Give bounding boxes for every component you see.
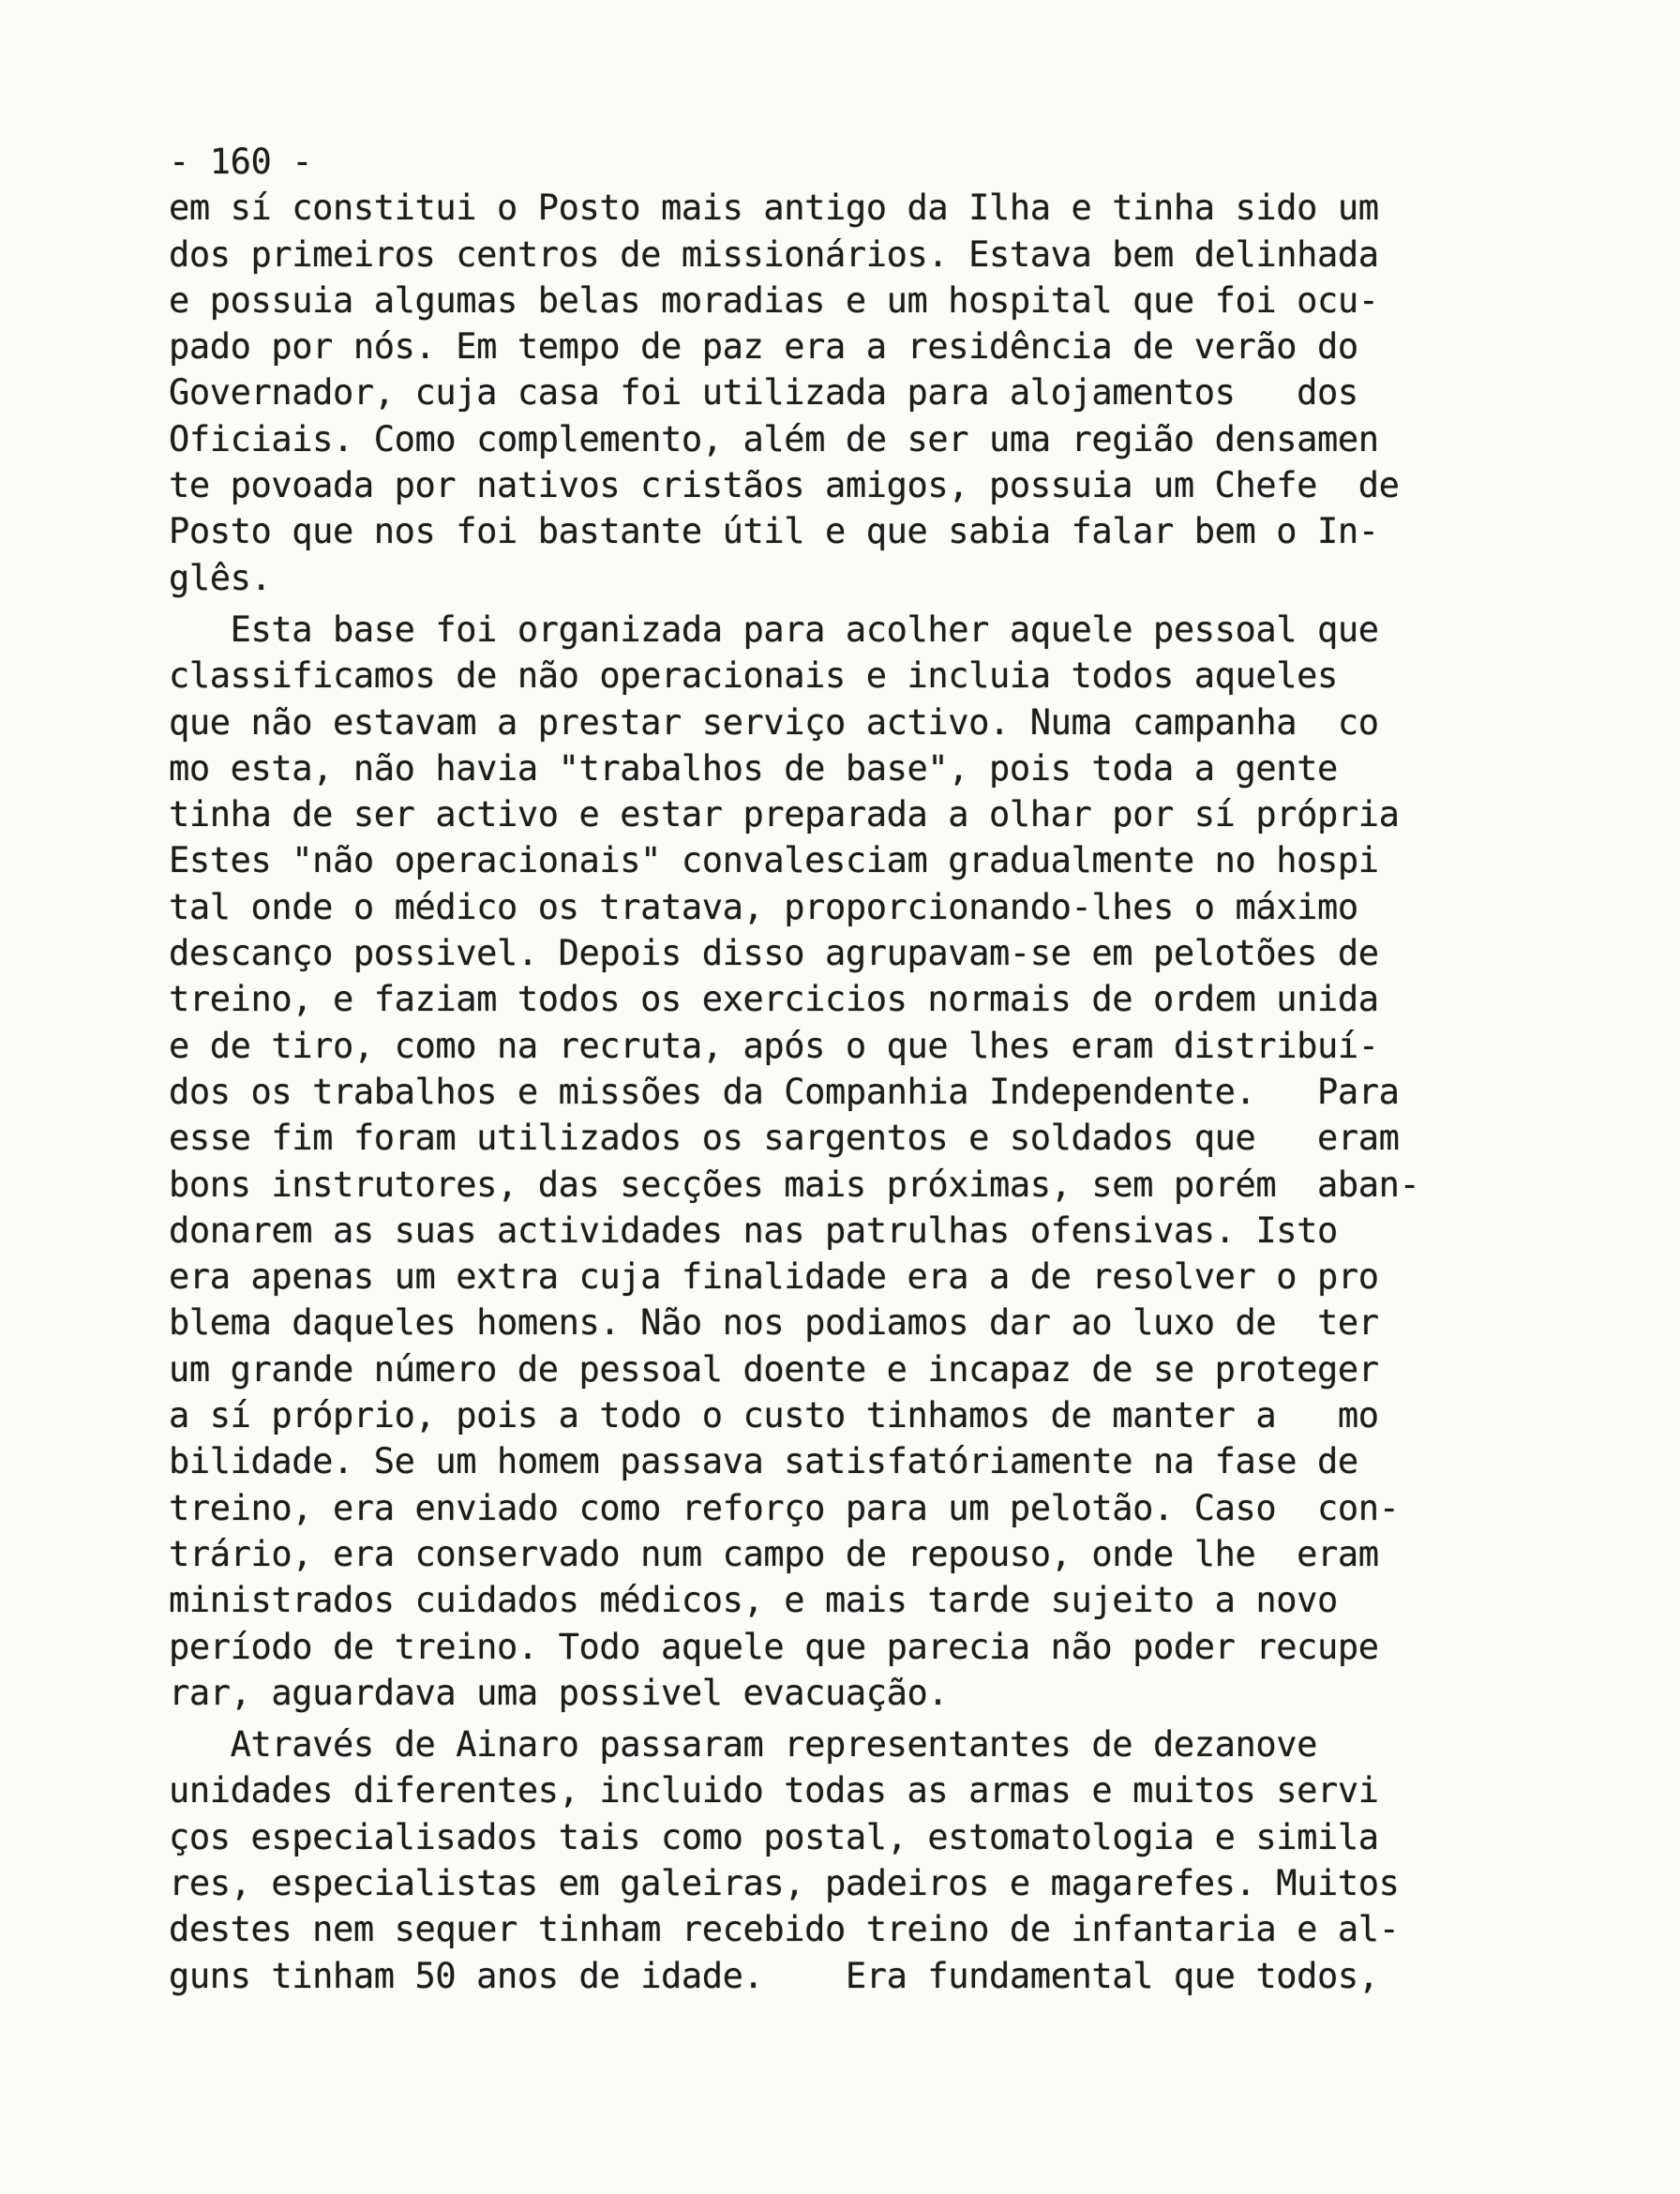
text-line: um grande número de pessoal doente e incapaz de se proteger [169,1348,1379,1390]
text-line: ços especialisados tais como postal, estomatologia e simila [169,1816,1379,1857]
text-line: destes nem sequer tinham recebido treino de infantaria e al- [169,1909,1400,1950]
text-line: que não estavam a prestar serviço activo. Numa campanha co [169,701,1379,743]
paragraph-3 [169,1721,1556,1999]
text-line: blema daqueles homens. Não nos podiamos dar ao luxo de ter [169,1302,1379,1344]
text-line: descanço possivel. Depois disso agrupavam-se em pelotões de [169,933,1379,974]
text-line: período de treino. Todo aquele que parecia não poder recupe [169,1626,1379,1667]
text-line: a sí próprio, pois a todo o custo tinhamos de manter a mo [169,1395,1379,1436]
typescript-text [169,139,1556,1999]
text-line: bons instrutores, das secções mais próximas, sem porém aban- [169,1164,1420,1205]
text-line: treino, e faziam todos os exercicios normais de ordem unida [169,979,1379,1020]
text-line: ministrados cuidados médicos, e mais tarde sujeito a novo [169,1580,1338,1621]
text-line: e possuia algumas belas moradias e um hospital que foi ocu- [169,279,1379,321]
text-line: Oficiais. Como complemento, além de ser uma região densamen [169,418,1379,459]
text-line: donarem as suas actividades nas patrulhas ofensivas. Isto [169,1210,1338,1251]
text-line: e de tiro, como na recruta, após o que lhes eram distribuí- [169,1025,1379,1066]
text-line: classificamos de não operacionais e incluia todos aqueles [169,655,1338,697]
text-line: Estes "não operacionais" convalesciam gradualmente no hospi [169,840,1379,881]
text-line: tal onde o médico os tratava, proporcionando-lhes o máximo [169,886,1358,927]
text-line: glês. [169,557,272,598]
text-line: guns tinham 50 anos de idade. Era fundamental que todos, [169,1955,1379,1996]
text-line: bilidade. Se um homem passava satisfatóriamente na fase de [169,1441,1358,1482]
text-line: em sí constitui o Posto mais antigo da Ilha e tinha sido um [169,188,1379,229]
text-line: treino, era enviado como reforço para um pelotão. Caso con- [169,1487,1400,1528]
text-line: res, especialistas em galeiras, padeiros e magarefes. Muitos [169,1862,1400,1903]
text-line: dos os trabalhos e missões da Companhia Independente. Para [169,1071,1400,1112]
text-line: dos primeiros centros de missionários. Estava bem delinhada [169,233,1379,275]
text-line: esse fim foram utilizados os sargentos e soldados que eram [169,1118,1400,1159]
text-line: unidades diferentes, incluido todas as armas e muitos servi [169,1770,1379,1811]
page-number: - 160 - [169,142,313,182]
text-line: Através de Ainaro passaram representantes de dezanove [169,1724,1318,1766]
text-line: mo esta, não havia "trabalhos de base", pois toda a gente [169,747,1338,789]
text-line: Governador, cuja casa foi utilizada para alojamentos dos [169,372,1358,413]
text-line: pado por nós. Em tempo de paz era a residência de verão do [169,326,1358,368]
text-line: era apenas um extra cuja finalidade era a de resolver o pro [169,1256,1379,1298]
text-line: te povoada por nativos cristãos amigos, possuia um Chefe de [169,465,1400,506]
text-line: tinha de ser activo e estar preparada a olhar por sí própria [169,794,1400,835]
paragraph-1 [169,185,1556,601]
text-line: Esta base foi organizada para acolher aquele pessoal que [169,609,1379,650]
text-line: Posto que nos foi bastante útil e que sabia falar bem o In- [169,511,1379,552]
text-line: trário, era conservado num campo de repouso, onde lhe eram [169,1533,1379,1574]
paragraph-2 [169,607,1556,1716]
text-line: rar, aguardava uma possivel evacuação. [169,1672,949,1713]
